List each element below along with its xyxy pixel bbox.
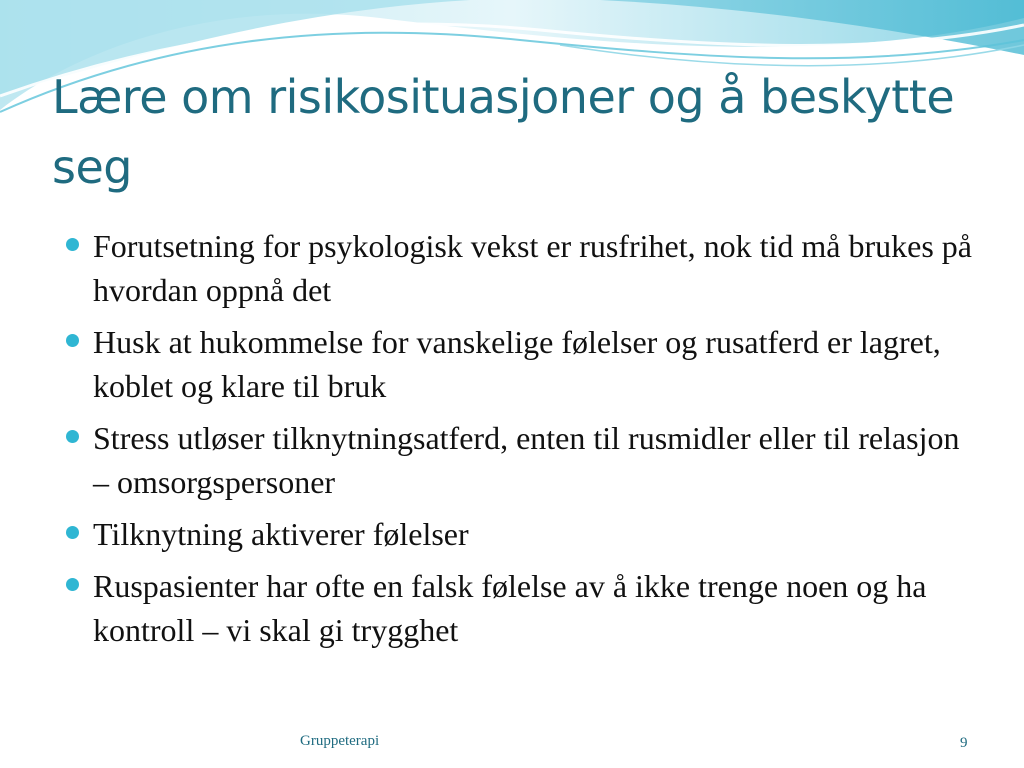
footer-text: Gruppeterapi (300, 733, 380, 749)
bullet-text: Tilknytning aktiverer følelser (93, 516, 469, 552)
bullet-dot-icon (66, 430, 79, 443)
bullet-dot-icon (66, 526, 79, 539)
bullet-item (62, 416, 982, 504)
bullet-list (62, 224, 982, 660)
bullet-item (62, 224, 982, 312)
bullet-dot-icon (66, 238, 79, 251)
bullet-text: Stress utløser tilknytningsatferd, enten til rusmidler eller til relasjon – omsorgspersoner (93, 420, 960, 500)
bullet-dot-icon (66, 578, 79, 591)
bullet-text: Forutsetning for psykologisk vekst er rusfrihet, nok tid må brukes på hvordan oppnå det (93, 228, 972, 308)
bullet-item (62, 512, 982, 556)
page-number: 9 (960, 735, 968, 751)
bullet-text: Husk at hukommelse for vanskelige følelser og rusatferd er lagret, koblet og klare til bruk (93, 324, 941, 404)
bullet-text: Ruspasienter har ofte en falsk følelse av å ikke trenge noen og ha kontroll – vi skal gi trygghet (93, 568, 927, 648)
bullet-dot-icon (66, 334, 79, 347)
bullet-item (62, 564, 982, 652)
slide-title: Lære om risikosituasjoner og å beskytte seg (52, 70, 955, 194)
bullet-item (62, 320, 982, 408)
